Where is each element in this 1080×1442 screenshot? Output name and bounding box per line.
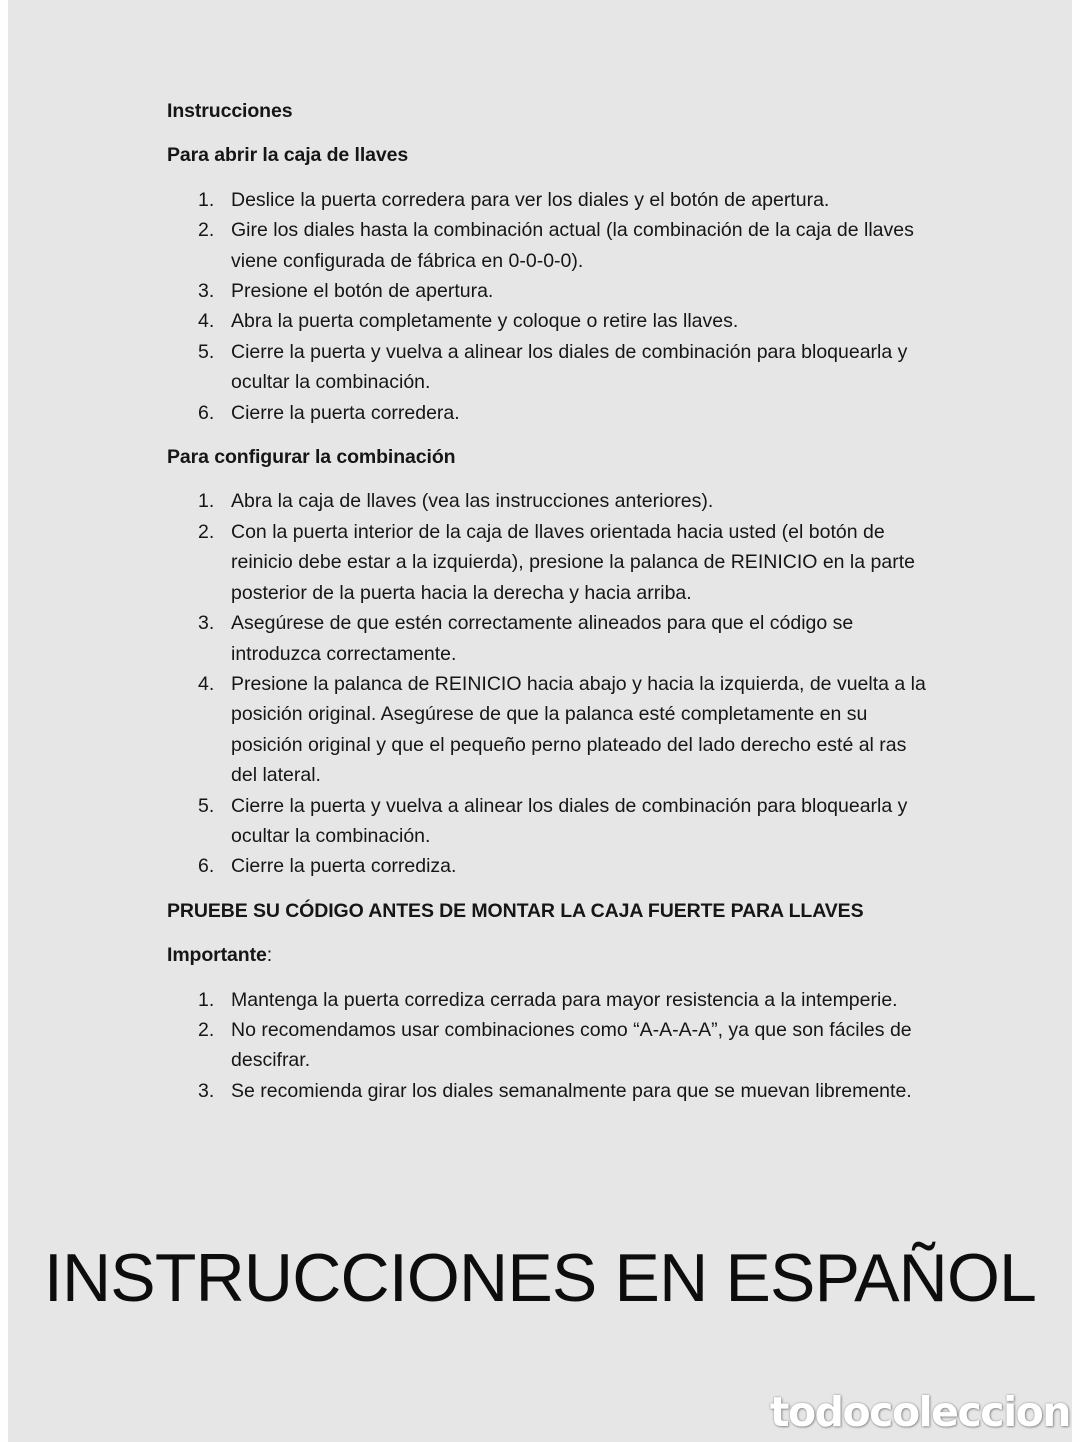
important-suffix: : bbox=[266, 944, 273, 967]
list-item: 1. Deslice la puerta corredera para ver los diales y el botón de apertura. bbox=[198, 188, 830, 211]
document-content bbox=[167, 96, 937, 1120]
important-label: Importante bbox=[167, 944, 267, 967]
list-item: 2. No recomendamos usar combinaciones como “A-A-A-A”, ya que son fáciles de descifrar. bbox=[198, 1018, 912, 1072]
document-page bbox=[8, 0, 1072, 1442]
open-steps-list bbox=[167, 185, 937, 428]
list-item: 2. Gire los diales hasta la combinación actual (la combinación de la caja de llaves viene configurada de fábrica en 0-0-0-0). bbox=[198, 219, 914, 272]
list-item: 1. Abra la caja de llaves (vea las instrucciones anteriores). bbox=[198, 490, 714, 513]
list-item: 6. Cierre la puerta corrediza. bbox=[198, 855, 457, 878]
section-heading-open: Para abrir la caja de llaves bbox=[167, 144, 409, 167]
important-steps-list bbox=[167, 985, 937, 1107]
section-heading-configure: Para configurar la combinación bbox=[167, 446, 456, 469]
list-item: 5. Cierre la puerta y vuelva a alinear los diales de combinación para bloquearla y ocultar la combinación. bbox=[198, 794, 908, 847]
watermark-logo: todocoleccion bbox=[769, 1388, 1070, 1436]
list-item: 3. Asegúrese de que estén correctamente alineados para que el código se introduzca correctamente. bbox=[198, 612, 854, 665]
important-heading bbox=[167, 940, 937, 970]
warning-heading: PRUEBE SU CÓDIGO ANTES DE MONTAR LA CAJA FUERTE PARA LLAVES bbox=[167, 899, 864, 922]
list-item: 1. Mantenga la puerta corrediza cerrada para mayor resistencia a la intemperie. bbox=[198, 988, 898, 1011]
document-title: Instrucciones bbox=[167, 100, 293, 122]
list-item: 5. Cierre la puerta y vuelva a alinear los diales de combinación para bloquearla y ocultar la combinación. bbox=[198, 340, 908, 394]
list-item: 4. Presione la palanca de REINICIO hacia abajo y hacia la izquierda, de vuelta a la posición original. Asegúrese de que la palanca esté completamente en su posición original y que el pequeño perno plateado del lado derecho esté al ras del lateral. bbox=[198, 672, 926, 787]
configure-steps-list bbox=[167, 486, 937, 881]
list-item: 3. Se recomienda girar los diales semanalmente para que se muevan libremente. bbox=[198, 1079, 912, 1102]
list-item: 2. Con la puerta interior de la caja de llaves orientada hacia usted (el botón de reinicio debe estar a la izquierda), presione la palanca de REINICIO en la parte posterior de la puerta hacia la derecha y hacia arriba. bbox=[198, 520, 915, 604]
language-banner: INSTRUCCIONES EN ESPAÑOL bbox=[43, 1240, 1037, 1316]
list-item: 4. Abra la puerta completamente y coloque o retire las llaves. bbox=[198, 310, 739, 333]
list-item: 3. Presione el botón de apertura. bbox=[198, 280, 494, 303]
list-item: 6. Cierre la puerta corredera. bbox=[198, 401, 460, 424]
